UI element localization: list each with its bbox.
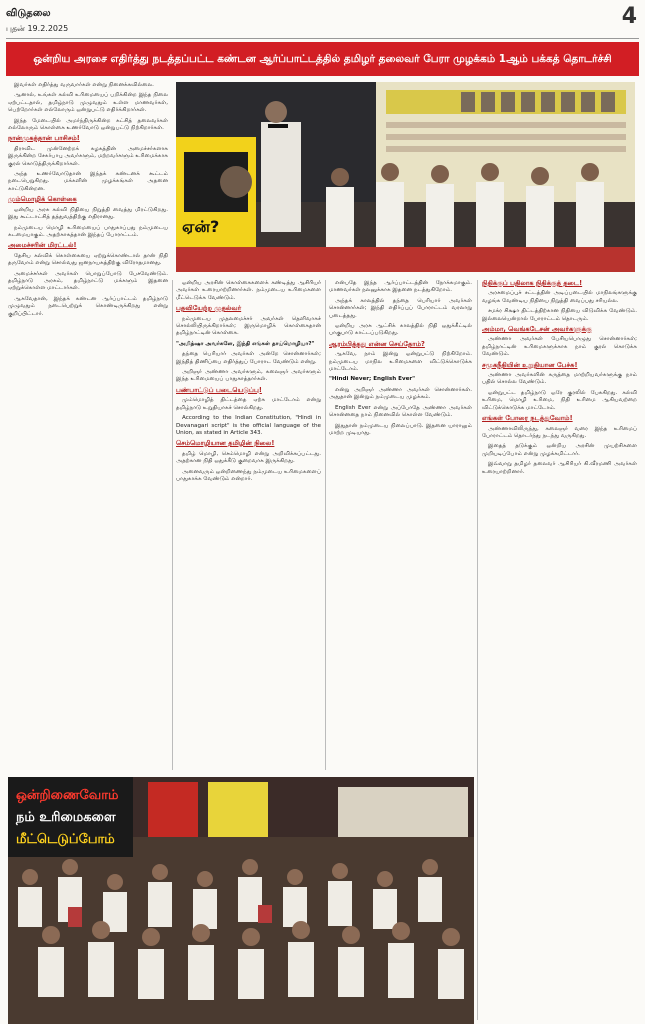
paragraph: திராவிட முன்னேற்றக் கழகத்தின் அமைச்சர்களாக இருக்கின்ற சேகர்பாபு அவர்களும், மற்றவர்களும் உரிமைக்காக குரல் கொடுத்திருக்கிறார்கள்.	[8, 145, 168, 167]
article-column-3	[329, 280, 472, 770]
crowd-banner-line1: ஒன்றிணைவோம்	[16, 788, 119, 803]
paragraph: இந்த மேடையில் அமர்ந்திருக்கின்ற கட்சித் தலைவர்கள் எல்லோரும் கொள்கை உணர்வோடு ஒன்றுபட்டு நிற்கிறார்கள்.	[8, 117, 168, 132]
pull-quote: "Hindi Never; English Ever"	[329, 376, 416, 383]
column-divider	[477, 280, 478, 1020]
subheading: நிதிக்குப் பதிலாக நிதிக்குத் தடை!	[482, 280, 583, 287]
subheading: எங்கள் போரை நடத்துவோம்!	[482, 414, 573, 423]
paragraph: அந்தக் காலத்தில் தந்தை பெரியார் அவர்கள் சொன்னார்கள்; இந்தி எதிர்ப்புப் போராட்டம் வரலாறு படைத்தது.	[329, 297, 472, 319]
paragraph: தேசிய கல்விக் கொள்கையை ஏற்றுக்கொண்டால் தான் நிதி தருவோம் என்று சொல்வது ஜனநாயகத்திற்கு விரோதமானது.	[8, 252, 168, 267]
paragraph: இவ்வாறு தமிழர் தலைவர் ஆசிரியர் கி.வீரமணி அவர்கள் உரையாற்றினார்.	[482, 461, 637, 475]
subheading: செம்மொழியான தமிழின் நிலை!	[176, 439, 275, 448]
paragraph: தமிழ் மொழி, செம்மொழி என்று அறிவிக்கப்பட்டது. அதற்கான நிதி ஒதுக்கீடு குறைவாக இருக்கிறது.	[176, 450, 321, 465]
subheading: மும்மொழிக் கொள்கை	[8, 195, 77, 204]
paragraph: ஆனால், உங்கள் கல்வி உரிமையைப் பறிக்கின்ற இந்த நிலை ஏற்பட்டதால், தமிழ்நாடு முழுவதும் உள்ள மாணவர்கள், பெற்றோர்கள் எல்லோரும் ஒன்றுபட்டு எதிர்க்கிறார்கள்.	[8, 92, 168, 114]
headline: ஒன்றிய அரசை எதிர்த்து நடத்தப்பட்ட கண்டன ஆர்ப்பாட்டத்தில் தமிழர் தலைவர் பேரா முழக்கம் 1ஆம் பக்கத் தொடர்ச்சி	[33, 52, 612, 65]
crowd-photo-image	[8, 777, 474, 1024]
paragraph: அனைவரும் ஒன்றிணைந்து நம்முடைய உரிமைகளைப் பாதுகாக்க வேண்டும் என்றார்.	[176, 468, 321, 482]
column-divider	[172, 280, 173, 770]
pull-quote: "அமித்ஷா அவர்களே, இந்தி எங்கள் தாய்மொழியா?"	[176, 340, 315, 347]
issue-date: புதன் 19.2.2025	[6, 24, 69, 33]
paragraph: அரசமைப்புச் சட்டத்தின் அடிப்படையில் மாநிலங்களுக்கு வழங்க வேண்டிய நிதியை நிறுத்தி வைப்பது சரியல்ல.	[482, 290, 637, 304]
paragraph: நம்முடைய மொழி உரிமையைப் பாதுகாப்பது நம்முடைய கடமையாகும். அதற்காகத்தான் இந்தப் போராட்டம்.	[8, 224, 168, 238]
paragraph: என்று அறிஞர் அண்ணா அவர்கள் சொன்னார்கள். அதுதான் இன்றும் நம்முடைய முழக்கம்.	[329, 386, 472, 401]
crowd-banner-line3: மீட்டெடுப்போம்	[16, 832, 115, 847]
headline-banner	[6, 42, 639, 76]
subheading: ஆரம்பித்தது என்ன செய்தோம்?	[329, 339, 425, 348]
article-column-1	[8, 82, 168, 772]
paragraph: ஒன்றிய அரசின் கொள்கைகளைக் கண்டித்து ஆசிரியர் அவர்கள் உரையாற்றினார்கள். நம்முடைய உரிமைகளை மீட்டெடுக்க வேண்டும்.	[176, 280, 321, 301]
subheading: நான்முகத்தான் பாசிசம்!	[8, 134, 80, 143]
paragraph: ஒன்றுபட்ட தமிழ்நாடு ஒரே குரலில் பேசுகிறது. கல்வி உரிமை, மொழி உரிமை, நிதி உரிமை ஆகியவற்றை விட்டுக்கொடுக்க மாட்டோம்.	[482, 389, 637, 411]
paragraph: மும்மொழித் திட்டத்தை ஏற்க மாட்டோம் என்று தமிழ்நாடு உறுதியாகச் சொல்கிறது.	[176, 397, 321, 411]
newspaper-name: விடுதலை	[6, 8, 51, 19]
paragraph: ஒன்றிய அரசு ஆட்சிக் காலத்தில் நிதி ஒதுக்கீட்டில் பாகுபாடு காட்டப்படுகிறது.	[329, 323, 472, 337]
paragraph: அண்ணா அவர்கள் பேசியபொழுது சொன்னார்கள்; தமிழ்நாட்டின் உரிமைகளுக்காக நாம் குரல் கொடுக்க வேண்டும்.	[482, 336, 637, 358]
paragraph: இதுதான் நம்முடைய நிலைப்பாடு. இதனை யாராலும் மாற்ற முடியாது.	[329, 422, 472, 436]
paragraph: English Ever என்று அப்போதே அண்ணா அவர்கள் சொன்னதை நாம் நினைவில் கொள்ள வேண்டும்.	[329, 404, 472, 419]
article-column-4	[482, 280, 637, 1020]
paragraph: சமக்ர சிக்ஷா திட்டத்திற்கான நிதியை விடுவிக்க வேண்டும். இல்லையென்றால் போராட்டம் தொடரும்.	[482, 308, 637, 322]
paragraph: இதைத் தடுக்கும் ஒன்றிய அரசின் முயற்சிகளை முறியடிப்போம் என்று முழக்கமிட்டார்.	[482, 443, 637, 457]
paragraph: தந்தை பெரியார் அவர்கள் அன்றே சொன்னார்கள்; இந்தித் திணிப்பை எதிர்த்துப் போராட வேண்டும் என்று.	[176, 351, 321, 365]
subheading: அமைச்சரின் மிரட்டல்!	[8, 241, 77, 250]
subheading: அம்மா, வெங்கடேசன் அவர்களுக்கு	[482, 325, 592, 334]
paragraph: நம்முடைய முதலமைச்சர் அவர்கள் தெளிவாகச் சொல்லியிருக்கிறார்கள்; இருமொழிக் கொள்கைதான் தமிழ்நாட்டின் கொள்கை.	[176, 315, 321, 337]
masthead	[0, 0, 645, 38]
paragraph: இவர்கள் எதிர்த்து வருவார்கள் என்று நினைக்கவில்லை.	[14, 82, 154, 88]
crowd-banner-line2: நம் உரிமைகளை	[16, 810, 116, 825]
paragraph: ஆகவேதான், இந்தக் கண்டன ஆர்ப்பாட்டம் தமிழ்நாடு முழுவதும் நடைபெற்றுக் கொண்டிருக்கிறது என்று குறிப்பிட்டார்.	[8, 295, 168, 317]
stage-photo-image	[176, 82, 635, 272]
article-column-2	[176, 280, 321, 770]
paragraph: அந்த உணர்வோடுதான் இந்தக் கண்டனக் கூட்டம் நடைபெறுகிறது. மக்களின் முழக்கங்கள் அதனை காட்டுகின்றன.	[8, 171, 168, 192]
paragraph: ஆகவே, நாம் இன்று ஒன்றுபட்டு நிற்கிறோம். நம்முடைய மாநில உரிமைகளை விட்டுக்கொடுக்க மாட்டோம்.	[329, 351, 472, 373]
paragraph: அறிஞர் அண்ணா அவர்களும், கலைஞர் அவர்களும் இந்த உரிமையைப் பாதுகாத்தார்கள்.	[176, 369, 321, 383]
subheading: பண்பாட்டுப் படையெடுப்பு!	[176, 385, 262, 394]
paragraph: According to the Indian Constitution, "Hindi in Devanagari script" is the official language of the Union, as stated in Article 343.	[176, 415, 321, 436]
stage-photo	[176, 82, 635, 272]
header-rule	[6, 38, 639, 39]
paragraph: என்பதே இந்த ஆர்ப்பாட்டத்தின் நோக்கமாகும். மாணவர்கள் நலனுக்காக இதனை நடத்துகிறோம்.	[329, 280, 472, 294]
paragraph: அண்ணாவிலிருந்து, கலைஞர் வரை இந்த உரிமைப் போராட்டம் தொடர்ந்து நடந்து வருகிறது.	[482, 425, 637, 439]
page-number: 4	[621, 4, 637, 29]
paragraph: அமைச்சர்கள் அவர்கள் பொறுப்போடு பேசவேண்டும். தமிழ்நாடு அரசும், தமிழ்நாட்டு மக்களும் இதனை ஏற்றுக்கொள்ள மாட்டார்கள்.	[8, 270, 168, 292]
crowd-photo	[8, 777, 474, 1024]
paragraph: அண்ணா அவர்களின் கருத்தை மாற்றியவர்களுக்கு நாம் பதில் சொல்ல வேண்டும்.	[482, 372, 637, 386]
paragraph: ஒன்றிய அரசு கல்வி நிதியை நிறுத்தி வைத்து மிரட்டுகிறது. இது கூட்டாட்சித் தத்துவத்திற்கு எதிரானது.	[8, 206, 168, 221]
subheading: சமூகநீதியின் உறுதியான பேச்சு!	[482, 360, 578, 369]
subheading: பதவியேற்ற முதல்வர்	[176, 304, 242, 313]
column-divider	[325, 280, 326, 770]
poster-caption: ஏன்?	[182, 217, 220, 236]
